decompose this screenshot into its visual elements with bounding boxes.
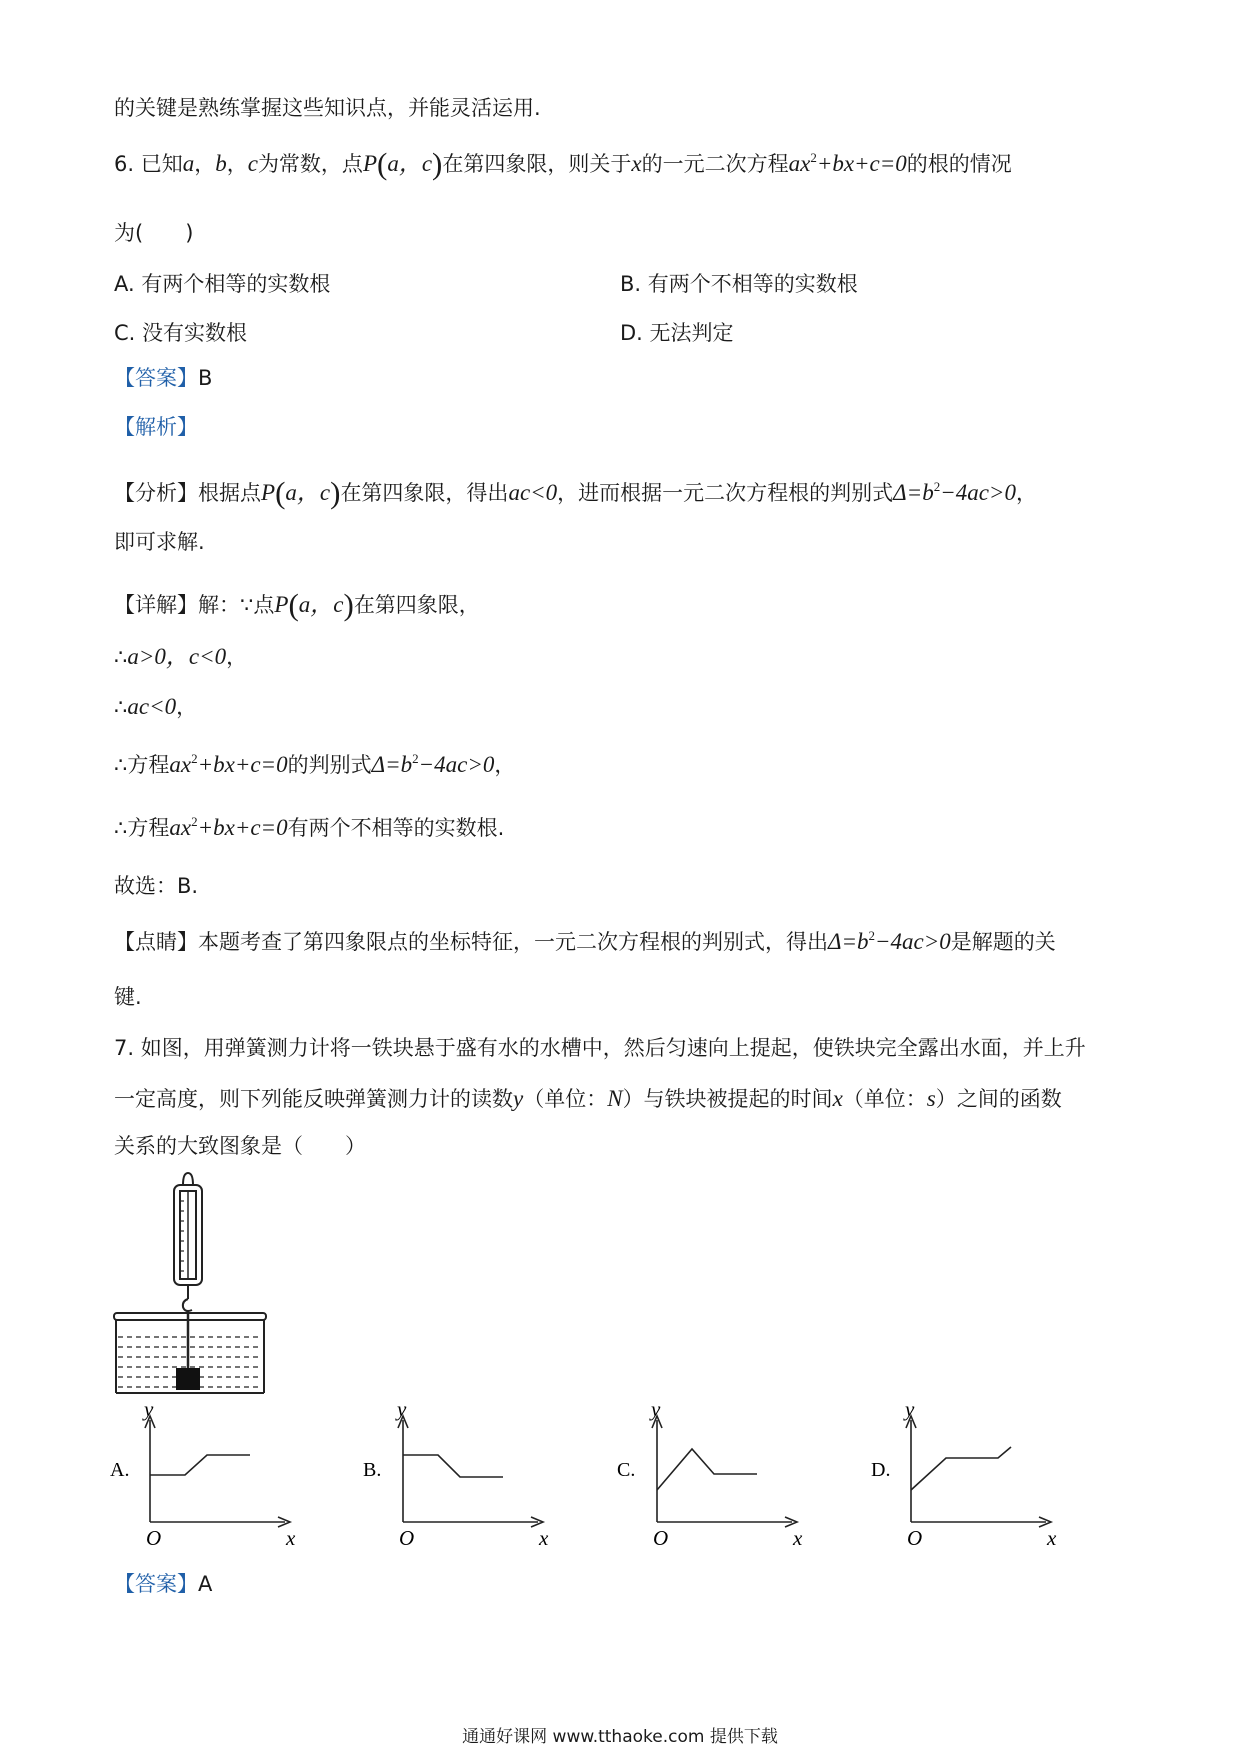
axis-x-label: x <box>793 1526 803 1545</box>
axis-y-label: y <box>905 1400 915 1421</box>
question-7-line-1: 7. 如图，用弹簧测力计将一铁块悬于盛有水的水槽中，然后匀速向上提起，使铁块完全露出水面，并上升 <box>114 1036 1086 1060</box>
origin-label: O <box>146 1526 162 1545</box>
axis-x-label: x <box>539 1526 549 1545</box>
option-d: D. 无法判定 <box>620 321 734 345</box>
answer-6: 【答案】B <box>114 366 213 390</box>
question-6-line-2: 为( ) <box>114 221 194 245</box>
axis-y-label: y <box>651 1400 661 1421</box>
conclusion: 故选：B. <box>114 874 199 898</box>
analysis-heading: 【解析】 <box>114 415 198 439</box>
text-line: 的关键是熟练掌握这些知识点，并能灵活运用. <box>114 96 541 120</box>
question-7-line-3: 关系的大致图象是（ ） <box>114 1134 366 1158</box>
option-a: A. 有两个相等的实数根 <box>114 272 331 296</box>
footer-text: 通通好课网 www.tthaoke.com 提供下载 <box>462 1727 778 1747</box>
answer-7: 【答案】A <box>114 1572 213 1596</box>
graph-curve <box>657 1449 757 1490</box>
spring-scale-diagram <box>110 1165 280 1405</box>
step-2: ∴ac<0， <box>114 694 198 719</box>
graph-curve <box>911 1447 1011 1490</box>
xiangjie-line: 【详解】解：∵点P(a，c)在第四象限， <box>114 587 480 622</box>
axis-y-label: y <box>397 1400 407 1421</box>
origin-label: O <box>399 1526 415 1545</box>
option-c: C. 没有实数根 <box>114 321 248 345</box>
fenxi-line-1: 【分析】根据点P(a，c)在第四象限，得出ac<0，进而根据一元二次方程根的判别式$\Delta=b^2-4ac>0$， <box>114 475 1037 510</box>
option-b: B. 有两个不相等的实数根 <box>620 272 858 296</box>
question-7-line-2: 一定高度，则下列能反映弹簧测力计的读数y（单位：N）与铁块被提起的时间x（单位：s）之间的函数 <box>114 1086 1062 1111</box>
graph-option-b <box>363 1400 553 1545</box>
option-label: D. <box>871 1459 891 1481</box>
dianjing-line-2: 键. <box>114 985 142 1009</box>
iron-block <box>176 1368 200 1390</box>
origin-label: O <box>907 1526 923 1545</box>
fenxi-line-2: 即可求解. <box>114 530 205 554</box>
graph-curve <box>403 1455 503 1477</box>
step-4: ∴方程$ax^2+bx+c=0$有两个不相等的实数根. <box>114 814 505 840</box>
graph-curve <box>150 1455 250 1475</box>
graph-option-a <box>110 1400 300 1545</box>
option-label: C. <box>617 1459 636 1481</box>
graph-option-c <box>617 1400 807 1545</box>
step-3: ∴方程$ax^2+bx+c=0$的判别式$\Delta=b^2-4ac>0$， <box>114 751 516 777</box>
axis-x-label: x <box>1047 1526 1057 1545</box>
step-1: ∴a>0，c<0， <box>114 644 248 669</box>
axis-x-label: x <box>286 1526 296 1545</box>
option-label: A. <box>110 1459 130 1481</box>
option-label: B. <box>363 1459 382 1481</box>
dianjing-line-1: 【点睛】本题考查了第四象限点的坐标特征，一元二次方程根的判别式，得出$\Delta=b^2-4ac>0$是解题的关 <box>114 928 1056 954</box>
graph-option-d <box>871 1400 1061 1545</box>
origin-label: O <box>653 1526 669 1545</box>
question-6-line-1: 6. 已知a，b，c为常数，点P(a，c)在第四象限，则关于x的一元二次方程$ax^2+bx+c=0$的根的情况 <box>114 146 1012 181</box>
axis-y-label: y <box>144 1400 154 1421</box>
